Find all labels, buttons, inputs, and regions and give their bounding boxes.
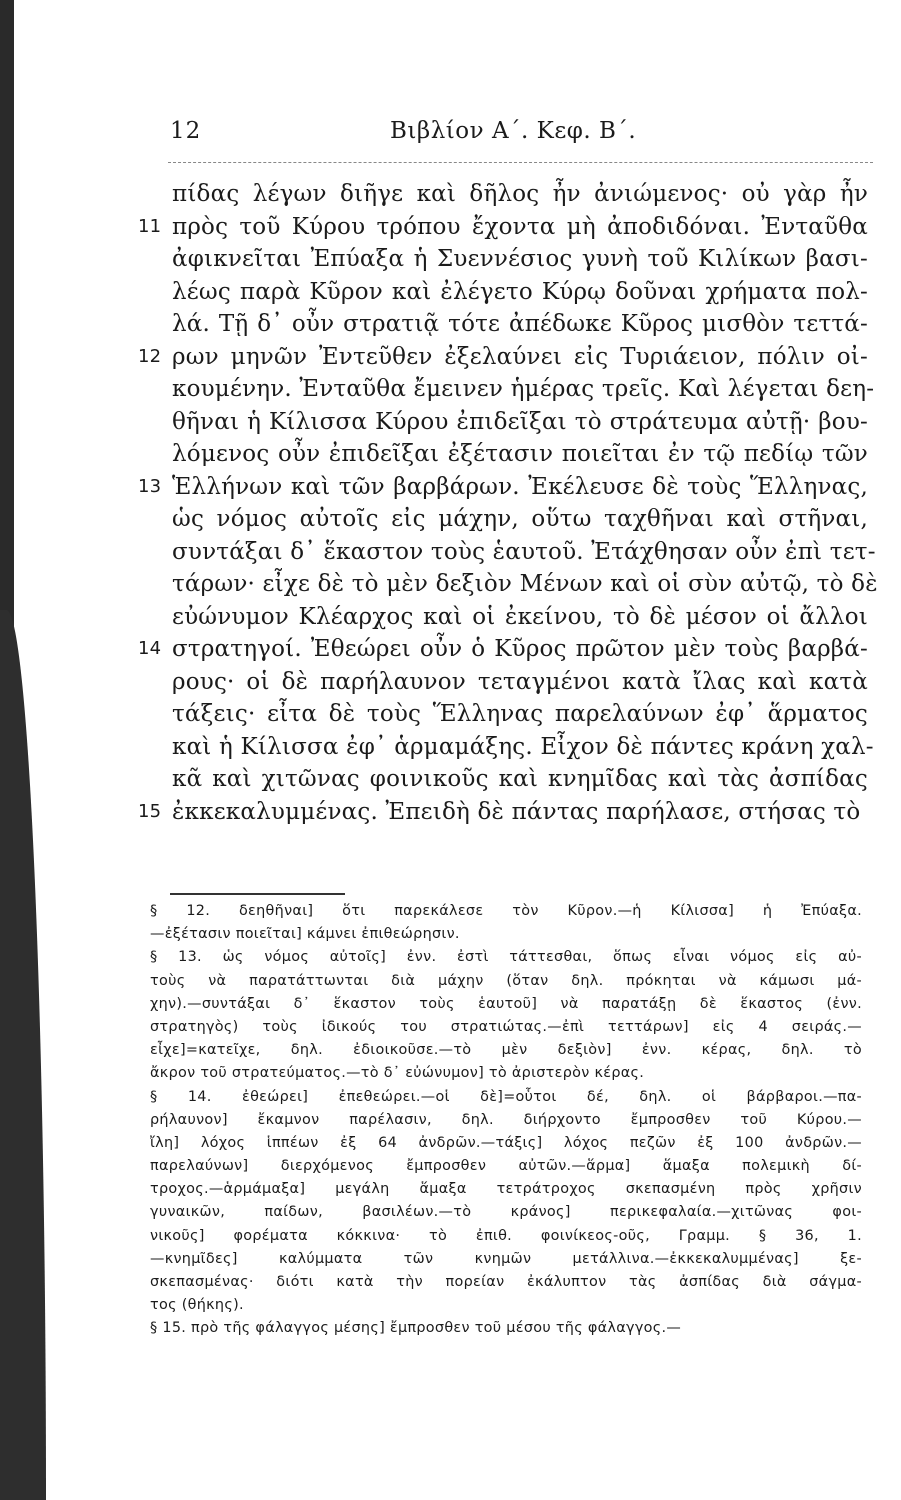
- line-text: ρους· οἱ δὲ παρήλαυνον τεταγμένοι κατὰ ἴλας καὶ κατὰ: [172, 668, 868, 695]
- section-number: 14: [138, 638, 162, 659]
- note-line: ἄκρον τοῦ στρατεύματος.—τὸ δ᾿ εὐώνυμον] τὸ ἀριστερὸν κέρας.: [150, 1065, 645, 1082]
- text-line: [172, 438, 868, 471]
- page-header: [170, 118, 861, 158]
- line-text: ἀφικνεῖται Ἐπύαξα ἡ Συεννέσιος γυνὴ τοῦ Κιλίκων βασι-: [172, 246, 868, 272]
- note-line: τος (θήκης).: [150, 1297, 244, 1314]
- note-line: νικοῦς] φορέματα κόκκινα· τὸ ἐπιθ. φοινίκεος-οῦς, Γραμμ. § 36, 1.: [150, 1227, 862, 1244]
- line-text: Ἑλλήνων καὶ τῶν βαρβάρων. Ἐκέλευσε δὲ τοὺς Ἕλληνας,: [172, 473, 868, 500]
- note-line: —κνημῖδες] καλύμματα τῶν κνημῶν μετάλλινα.—ἐκκεκαλυμμένας] ξε-: [150, 1250, 862, 1267]
- text-line: [138, 471, 868, 504]
- line-text: λέως παρὰ Κῦρον καὶ ἐλέγετο Κύρῳ δοῦναι χρήματα πολ-: [172, 278, 868, 305]
- main-text: [138, 178, 878, 828]
- note-line: γυναικῶν, παίδων, βασιλέων.—τὸ κράνος] περικεφαλαία.—χιτῶνας φοι-: [150, 1204, 862, 1221]
- note-line: ρήλαυνον] ἔκαμνον παρέλασιν, δηλ. διήρχοντο ἔμπροσθεν τοῦ Κύρου.—: [150, 1111, 862, 1128]
- text-line: [172, 406, 868, 439]
- text-line: [172, 276, 868, 309]
- text-line: [138, 341, 868, 374]
- note-line: εἶχε]=κατεῖχε, δηλ. ἐδιοικοῦσε.—τὸ μὲν δεξιὸν] ἐνν. κέρας, δηλ. τὸ: [150, 1042, 862, 1059]
- text-line: [138, 211, 868, 244]
- text-line: [172, 763, 868, 796]
- note-line: § 14. ἐθεώρει] ἐπεθεώρει.—οἱ δὲ]=οὗτοι δέ, δηλ. οἱ βάρβαροι.—πα-: [150, 1088, 862, 1105]
- line-text: λά. Τῇ δ᾿ οὖν στρατιᾷ τότε ἀπέδωκε Κῦρος μισθὸν τεττά-: [172, 311, 868, 337]
- note-line: —ἐξέτασιν ποιεῖται] κάμνει ἐπιθεώρησιν.: [150, 926, 460, 943]
- line-text: κουμένην. Ἐνταῦθα ἔμεινεν ἡμέρας τρεῖς. Καὶ λέγεται δεη-: [172, 376, 875, 402]
- text-line: [172, 601, 868, 634]
- line-text: καὶ ἡ Κίλισσα ἐφ᾿ ἁρμαμάξης. Εἶχον δὲ πάντες κράνη χαλ-: [172, 733, 874, 760]
- commentary-notes: [150, 900, 862, 1341]
- text-line: [172, 666, 868, 699]
- text-line: [138, 633, 868, 666]
- line-text: ρων μηνῶν Ἐντεῦθεν ἐξελαύνει εἰς Τυριάειον, πόλιν οἰ-: [172, 343, 868, 370]
- note-line: παρελαύνων] διερχόμενος ἔμπροσθεν αὐτῶν.—ἅρμα] ἅμαξα πολεμικὴ δί-: [150, 1158, 862, 1175]
- note-line: ἴλη] λόχος ἱππέων ἐξ 64 ἀνδρῶν.—τάξις] λόχος πεζῶν ἐξ 100 ἀνδρῶν.—: [150, 1134, 862, 1151]
- line-text: θῆναι ἡ Κίλισσα Κύρου ἐπιδεῖξαι τὸ στράτευμα αὐτῇ· βου-: [172, 408, 868, 435]
- note-line: σκεπασμένας· διότι κατὰ τὴν πορείαν ἐκάλυπτον τὰς ἀσπίδας διὰ σάγμα-: [150, 1274, 862, 1290]
- note-line: τροχος.—ἁρμάμαξα] μεγάλη ἅμαξα τετράτροχος σκεπασμένη πρὸς χρῆσιν: [150, 1181, 862, 1198]
- line-text: πίδας λέγων διῆγε καὶ δῆλος ἦν ἀνιώμενος· οὐ γὰρ ἦν: [172, 181, 868, 207]
- note-line: § 13. ὡς νόμος αὐτοῖς] ἐνν. ἐστὶ τάττεσθαι, ὅπως εἶναι νόμος εἰς αὐ-: [150, 949, 862, 966]
- line-text: ἐκκεκαλυμμένας. Ἐπειδὴ δὲ πάντας παρήλασε, στήσας τὸ: [172, 798, 861, 825]
- text-line: [138, 796, 868, 829]
- note-line: χην).—συντάξαι δ᾿ ἕκαστον τοὺς ἑαυτοῦ] νὰ παρατάξῃ δὲ ἕκαστος (ἐνν.: [150, 995, 862, 1012]
- footnote-rule: [170, 893, 345, 895]
- line-text: εὐώνυμον Κλέαρχος καὶ οἱ ἐκείνου, τὸ δὲ μέσον οἱ ἄλλοι: [172, 603, 868, 630]
- note-line: τοὺς νὰ παρατάττωνται διὰ μάχην (ὅταν δηλ. πρόκηται νὰ κάμωσι μά-: [150, 972, 862, 989]
- line-text: λόμενος οὖν ἐπιδεῖξαι ἐξέτασιν ποιεῖται ἐν τῷ πεδίῳ τῶν: [172, 441, 868, 467]
- page-number: 12: [170, 118, 202, 144]
- header-rule: [168, 162, 873, 163]
- note-line: § 12. δεηθῆναι] ὅτι παρεκάλεσε τὸν Κῦρον.—ἡ Κίλισσα] ἡ Ἐπύαξα.: [150, 903, 862, 919]
- section-number: 15: [138, 800, 162, 822]
- section-number: 12: [138, 345, 162, 367]
- text-line: [172, 243, 868, 276]
- text-line: [172, 373, 875, 406]
- text-line: [172, 698, 868, 731]
- text-line: [172, 178, 868, 211]
- text-line: [172, 308, 868, 341]
- text-line: [172, 731, 874, 764]
- section-number: 11: [138, 215, 162, 237]
- line-text: κᾶ καὶ χιτῶνας φοινικοῦς καὶ κνημῖδας καὶ τὰς ἀσπίδας: [172, 766, 868, 792]
- text-line: [172, 536, 876, 569]
- note-line: § 15. πρὸ τῆς φάλαγγος μέσης] ἔμπροσθεν τοῦ μέσου τῆς φάλαγγος.—: [150, 1320, 682, 1337]
- text-line: [172, 503, 868, 536]
- line-text: στρατηγοί. Ἐθεώρει οὖν ὁ Κῦρος πρῶτον μὲν τοὺς βαρβά-: [172, 636, 868, 662]
- text-line: [172, 568, 878, 601]
- line-text: πρὸς τοῦ Κύρου τρόπου ἔχοντα μὴ ἀποδιδόναι. Ἐνταῦθα: [172, 213, 868, 240]
- line-text: τάξεις· εἶτα δὲ τοὺς Ἕλληνας παρελαύνων ἐφ᾿ ἅρματος: [172, 701, 868, 727]
- section-number: 13: [138, 475, 162, 497]
- line-text: ὡς νόμος αὐτοῖς εἰς μάχην, οὕτω ταχθῆναι καὶ στῆναι,: [172, 506, 868, 532]
- line-text: τάρων· εἶχε δὲ τὸ μὲν δεξιὸν Μένων καὶ οἱ σὺν αὐτῷ, τὸ δὲ: [172, 571, 878, 597]
- note-line: στρατηγὸς) τοὺς ἰδικούς του στρατιώτας.—ἐπὶ τεττάρων] εἰς 4 σειράς.—: [150, 1018, 862, 1035]
- line-text: συντάξαι δ᾿ ἕκαστον τοὺς ἑαυτοῦ. Ἐτάχθησαν οὖν ἐπὶ τετ-: [172, 538, 876, 565]
- running-head: Βιβλίον Α΄. Κεφ. Β΄.: [390, 118, 637, 144]
